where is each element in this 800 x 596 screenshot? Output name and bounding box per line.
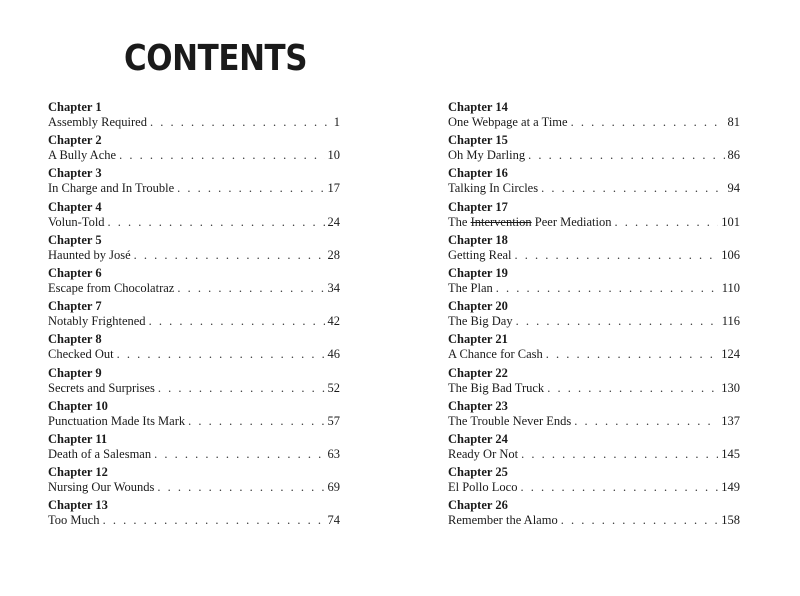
chapter-label: Chapter 4 (48, 199, 102, 214)
chapter-title: Talking In Circles (448, 181, 539, 196)
dot-leader (516, 314, 719, 329)
chapter-label: Chapter 10 (48, 398, 108, 413)
chapter-title: Notably Frightened (48, 314, 146, 329)
dot-leader (496, 281, 719, 296)
chapter-label: Chapter 16 (448, 166, 508, 181)
chapter-label: Chapter 25 (448, 465, 508, 480)
chapter-label: Chapter 12 (48, 465, 108, 480)
chapter-label: Chapter 8 (48, 332, 102, 347)
chapter-label: Chapter 5 (48, 232, 102, 247)
page-number: 110 (721, 280, 740, 295)
chapter-title: Punctuation Made Its Mark (48, 413, 186, 428)
dot-leader (515, 248, 719, 263)
page-number: 101 (721, 214, 740, 229)
page-number: 124 (721, 347, 740, 362)
toc-entry (448, 299, 740, 332)
chapter-title: Getting Real (448, 247, 512, 262)
chapter-title: Checked Out (48, 347, 114, 362)
chapter-label: Chapter 24 (448, 431, 508, 446)
toc-entry (448, 100, 740, 133)
toc-entry (448, 366, 740, 399)
toc-entry (448, 399, 740, 432)
page-number: 42 (327, 314, 340, 329)
chapter-title: Volun-Told (48, 214, 105, 229)
chapter-label: Chapter 9 (48, 365, 102, 380)
dot-leader (574, 414, 718, 429)
toc-entry (48, 399, 340, 432)
dot-leader (149, 314, 325, 329)
toc-entry (48, 366, 340, 399)
chapter-title: A Bully Ache (48, 148, 117, 163)
dot-leader (541, 181, 724, 196)
page-number: 106 (721, 247, 740, 262)
chapter-title: The Trouble Never Ends (448, 413, 572, 428)
toc-entry (448, 233, 740, 266)
chapter-title: Haunted by José (48, 247, 131, 262)
toc-entry (48, 100, 340, 133)
toc-column-left (48, 100, 340, 531)
page-number: 57 (327, 413, 340, 428)
page-number: 145 (721, 446, 740, 461)
toc-entry (448, 166, 740, 199)
page-number: 86 (727, 148, 740, 163)
page-number: 94 (727, 181, 740, 196)
chapter-label: Chapter 1 (48, 100, 102, 114)
chapter-label: Chapter 15 (448, 133, 508, 148)
dot-leader (108, 215, 325, 230)
dot-leader (561, 513, 719, 528)
chapter-title: Ready Or Not (448, 446, 519, 461)
chapter-title: The Plan (448, 280, 493, 295)
chapter-title: One Webpage at a Time (448, 115, 568, 129)
chapter-title: The Big Day (448, 314, 513, 329)
toc-entry (448, 200, 740, 233)
chapter-title-prefix: The (448, 214, 471, 229)
page-number: 130 (721, 380, 740, 395)
chapter-label: Chapter 17 (448, 199, 508, 214)
page-number: 24 (327, 214, 340, 229)
dot-leader (119, 148, 324, 163)
page-title: CONTENTS (124, 38, 308, 79)
struck-word: Intervention (470, 214, 532, 229)
chapter-label: Chapter 11 (48, 431, 108, 446)
chapter-label: Chapter 22 (448, 365, 508, 380)
toc-entry (448, 432, 740, 465)
toc-entry (448, 465, 740, 498)
toc-entry (48, 498, 340, 531)
chapter-title: Assembly Required (48, 115, 147, 129)
page-number: 74 (327, 513, 340, 528)
dot-leader (154, 447, 324, 462)
chapter-title-suffix: Peer Mediation (531, 214, 612, 229)
dot-leader (117, 347, 325, 362)
chapter-label: Chapter 6 (48, 265, 102, 280)
dot-leader (520, 480, 718, 495)
chapter-title: Too Much (48, 513, 100, 528)
toc-entry (448, 266, 740, 299)
chapter-label: Chapter 7 (48, 299, 102, 314)
chapter-label: Chapter 2 (48, 133, 102, 148)
chapter-label: Chapter 23 (448, 398, 508, 413)
dot-leader (571, 115, 725, 130)
chapter-title: In Charge and In Trouble (48, 181, 175, 196)
chapter-title: El Pollo Loco (448, 480, 518, 495)
page-number: 116 (721, 314, 740, 329)
chapter-label: Chapter 13 (48, 498, 108, 513)
chapter-label: Chapter 21 (448, 332, 508, 347)
chapter-label: Chapter 18 (448, 232, 508, 247)
dot-leader (158, 381, 325, 396)
dot-leader (528, 148, 724, 163)
dot-leader (134, 248, 325, 263)
page-number: 137 (721, 413, 740, 428)
toc-entry (48, 465, 340, 498)
dot-leader (157, 480, 324, 495)
chapter-title: Secrets and Surprises (48, 380, 155, 395)
chapter-title: Escape from Chocolatraz (48, 280, 175, 295)
chapter-title: A Chance for Cash (448, 347, 543, 362)
chapter-label: Chapter 26 (448, 498, 508, 513)
toc-entry (448, 332, 740, 365)
page-number: 158 (721, 513, 740, 528)
dot-leader (177, 181, 324, 196)
dot-leader (103, 513, 325, 528)
chapter-title (448, 215, 612, 230)
page-number: 63 (327, 446, 340, 461)
chapter-label: Chapter 14 (448, 100, 508, 114)
page-number: 52 (327, 380, 340, 395)
dot-leader (615, 215, 719, 230)
toc-entry (448, 498, 740, 531)
dot-leader (546, 347, 718, 362)
page-number: 69 (327, 480, 340, 495)
toc-entry (48, 299, 340, 332)
dot-leader (188, 414, 324, 429)
page-number: 46 (327, 347, 340, 362)
toc-entry (48, 266, 340, 299)
toc-entry (48, 200, 340, 233)
page-number: 1 (333, 115, 340, 129)
toc-column-right (448, 100, 740, 531)
page-number: 81 (727, 115, 740, 129)
dot-leader (150, 115, 331, 130)
page-number: 10 (327, 148, 340, 163)
toc-entry (48, 133, 340, 166)
toc-entry (48, 432, 340, 465)
toc-entry (48, 166, 340, 199)
page-number: 149 (721, 480, 740, 495)
chapter-title: Death of a Salesman (48, 446, 152, 461)
dot-leader (521, 447, 718, 462)
page-number: 17 (327, 181, 340, 196)
chapter-label: Chapter 20 (448, 299, 508, 314)
page-number: 28 (327, 247, 340, 262)
toc-entry (448, 133, 740, 166)
toc-entry (48, 233, 340, 266)
toc-entry (48, 332, 340, 365)
chapter-label: Chapter 3 (48, 166, 102, 181)
chapter-title: Remember the Alamo (448, 513, 558, 528)
dot-leader (547, 381, 718, 396)
dot-leader (177, 281, 324, 296)
chapter-title: The Big Bad Truck (448, 380, 545, 395)
chapter-title: Nursing Our Wounds (48, 480, 155, 495)
chapter-title: Oh My Darling (448, 148, 526, 163)
page-number: 34 (327, 280, 340, 295)
chapter-label: Chapter 19 (448, 265, 508, 280)
